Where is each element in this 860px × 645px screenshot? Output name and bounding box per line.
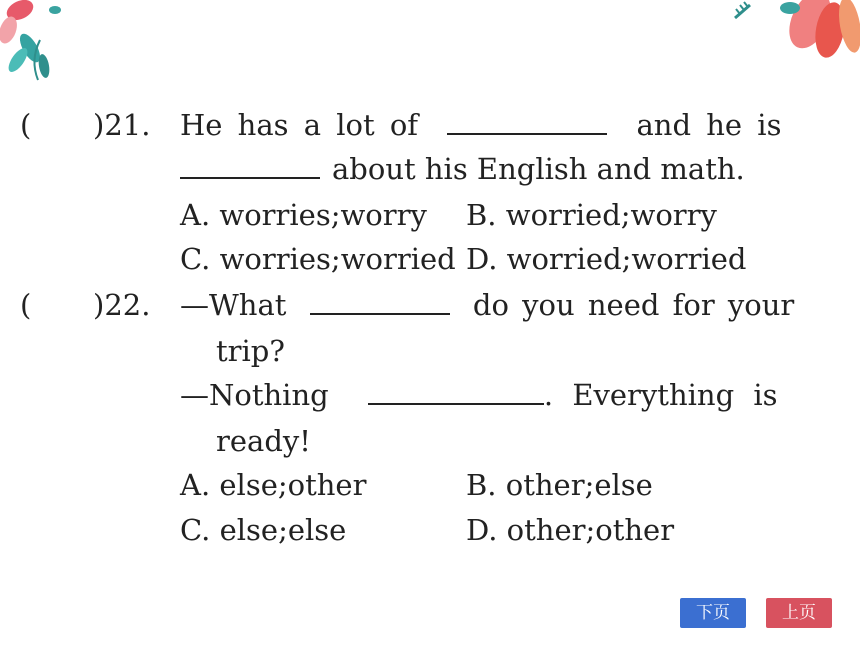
option-c: C. else;else: [180, 513, 347, 547]
question-stem-text: and he is: [636, 108, 782, 142]
answer-blank: [447, 133, 607, 135]
answer-paren-open-22: (: [20, 288, 32, 322]
next-page-button[interactable]: 下页: [680, 598, 746, 628]
dialogue-text: —What: [180, 288, 287, 322]
answer-blank: [180, 177, 320, 179]
option-c: C. worries;worried: [180, 242, 456, 276]
dialogue-text: ready!: [216, 424, 311, 458]
question-22-line3: [180, 378, 778, 412]
question-number: 22.: [104, 288, 151, 322]
leaf-decoration-top-left: [0, 0, 90, 95]
question-stem-text: He has a lot of: [180, 108, 419, 142]
previous-page-button[interactable]: 上页: [766, 598, 832, 628]
answer-blank: [310, 313, 450, 315]
option-a: A. worries;worry: [180, 198, 427, 232]
option-b: B. worried;worry: [466, 198, 717, 232]
option-b: B. other;else: [466, 468, 653, 502]
option-d: D. other;other: [466, 513, 675, 547]
question-22-number: [93, 288, 150, 322]
answer-blank: [368, 403, 544, 405]
question-21-line1: [180, 108, 781, 142]
question-stem-text: about his English and math.: [332, 152, 745, 186]
option-d: D. worried;worried: [466, 242, 747, 276]
answer-paren-open-21: (: [20, 108, 32, 142]
question-number: 21.: [104, 108, 151, 142]
dialogue-text: —Nothing: [180, 378, 329, 412]
leaf-decoration-top-right: [730, 0, 860, 75]
dialogue-text: do you need for your: [472, 288, 795, 322]
question-21-number: [93, 108, 150, 142]
question-22-line1: [180, 288, 794, 322]
option-a: A. else;other: [180, 468, 367, 502]
dialogue-text: trip?: [216, 334, 285, 368]
answer-paren-close-22: ): [93, 288, 105, 322]
answer-paren-close-21: ): [93, 108, 105, 142]
dialogue-text: . Everything is: [543, 378, 778, 412]
question-21-line2: [180, 152, 745, 186]
